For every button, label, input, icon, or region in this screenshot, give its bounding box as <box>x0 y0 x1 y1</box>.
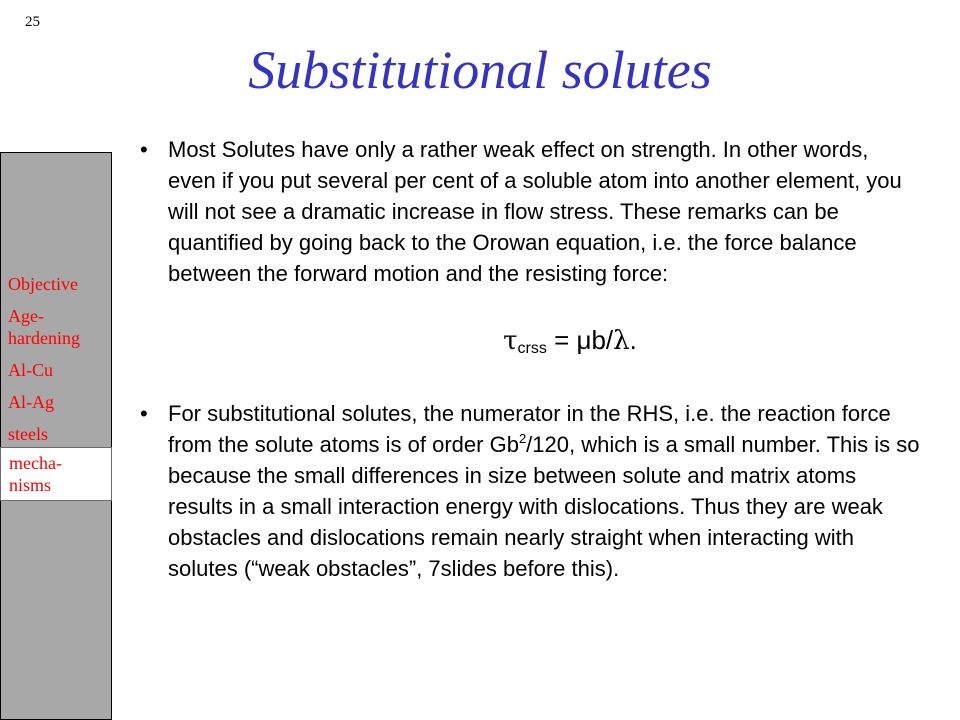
bullet-paragraph-2 <box>140 398 920 584</box>
page-title: Substitutional solutes <box>248 40 712 100</box>
sidebar-nav <box>0 273 112 511</box>
orowan-equation <box>140 325 920 364</box>
sidebar-item-label: Objective <box>8 274 78 294</box>
sidebar-item-label: steels <box>8 424 48 444</box>
superscript-2: 2 <box>518 431 527 446</box>
paragraph-2-end: /120, which is a small number. This is so because the small differences in size between solute and matrix atoms results in a small interaction energy with dislocations. Thus they are weak obstacles and dislocations remain nearly straight when interacting with solutes (“weak obstacles”, 7slides before this). <box>168 432 920 581</box>
sidebar-item-objective[interactable] <box>0 273 112 295</box>
sidebar-item-label: Al-Cu <box>8 360 53 380</box>
equation-middle: = μb/ <box>546 325 614 355</box>
sidebar-item-label: Al-Ag <box>8 392 54 412</box>
slide-body <box>140 134 920 584</box>
paragraph-2-start: For substitutional solutes, the numerator in the RHS, i.e. the reaction force from the solute atoms is of order Gb <box>168 401 891 457</box>
crss-subscript: crss <box>517 340 547 357</box>
sidebar-item-age-hardening[interactable] <box>0 305 112 349</box>
sidebar-item-label: mecha- nisms <box>9 453 62 495</box>
equation-end: . <box>629 325 637 355</box>
lambda-symbol: λ <box>613 326 630 356</box>
sidebar-item-steels[interactable] <box>0 423 112 445</box>
sidebar-item-mechanisms[interactable] <box>0 447 112 501</box>
sidebar-item-al-cu[interactable] <box>0 359 112 381</box>
bullet-paragraph-1: • Most Solutes have only a rather weak effect on strength. In other words, even if you put several per cent of a soluble atom into another element, you will not see a dramatic increase in flow stress. These remarks can be quantified by going back to the Orowan equation, i.e. the force balance between the forward motion and the resisting force: <box>140 134 920 289</box>
tau-symbol: τ <box>503 326 518 356</box>
sidebar-item-al-ag[interactable] <box>0 391 112 413</box>
sidebar-item-label: Age- hardening <box>8 306 80 348</box>
slide-number: 25 <box>25 14 40 30</box>
